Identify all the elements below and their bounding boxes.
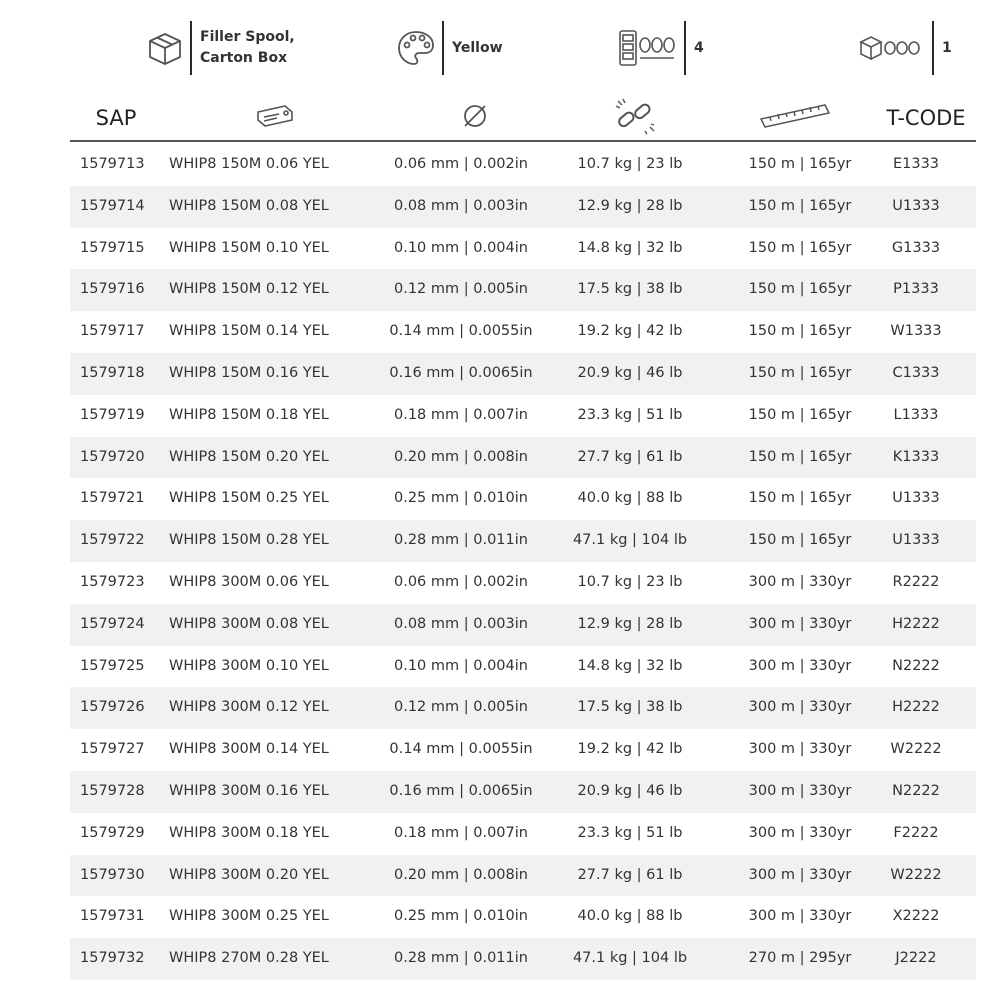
strength-cell: 10.7 kg | 23 lb	[577, 156, 683, 172]
description-cell: WHIP8 300M 0.08 YEL	[169, 615, 329, 632]
strength-cell: 14.8 kg | 32 lb	[577, 239, 683, 256]
tcode-cell: K1333	[892, 448, 940, 465]
table-row	[70, 604, 976, 646]
table-row	[70, 395, 976, 437]
description-cell: WHIP8 300M 0.25 YEL	[169, 908, 329, 925]
diameter-cell: 0.18 mm | 0.007in	[394, 824, 528, 841]
strength-cell: 40.0 kg | 88 lb	[577, 490, 683, 507]
tcode-cell: U1333	[892, 197, 940, 214]
master-pack-value: 1	[942, 39, 952, 56]
tcode-cell: U1333	[892, 490, 940, 507]
length-cell: 150 m | 165yr	[748, 156, 852, 172]
table-row	[70, 186, 976, 228]
box-icon	[146, 29, 184, 67]
strength-cell: 23.3 kg | 51 lb	[577, 406, 683, 423]
sap-cell: 1579721	[80, 490, 145, 507]
spec-divider	[442, 21, 444, 75]
inner-pack-value: 4	[694, 39, 704, 56]
strength-cell: 23.3 kg | 51 lb	[577, 824, 683, 841]
diameter-cell: 0.10 mm | 0.004in	[394, 239, 528, 256]
table-row	[70, 353, 976, 395]
length-cell: 150 m | 165yr	[748, 490, 852, 507]
strength-cell: 17.5 kg | 38 lb	[577, 699, 683, 716]
sap-cell: 1579720	[80, 448, 145, 465]
table-row	[70, 228, 976, 270]
tcode-cell: N2222	[892, 657, 940, 674]
tcode-cell: R2222	[892, 573, 940, 590]
strength-cell: 19.2 kg | 42 lb	[577, 323, 683, 340]
diameter-cell: 0.14 mm | 0.0055in	[389, 323, 533, 340]
diameter-cell: 0.25 mm | 0.010in	[394, 908, 528, 925]
strength-cell: 47.1 kg | 104 lb	[572, 532, 688, 549]
tcode-cell: U1333	[892, 532, 940, 549]
description-cell: WHIP8 300M 0.18 YEL	[169, 824, 329, 841]
description-cell: WHIP8 150M 0.12 YEL	[169, 281, 329, 298]
description-cell: WHIP8 150M 0.18 YEL	[169, 406, 329, 423]
header-tcode	[878, 96, 974, 140]
description-cell: WHIP8 150M 0.08 YEL	[169, 197, 329, 214]
sap-cell: 1579722	[80, 532, 145, 549]
strength-cell: 14.8 kg | 32 lb	[577, 657, 683, 674]
table-row	[70, 938, 976, 980]
length-cell: 150 m | 165yr	[748, 532, 852, 549]
sap-cell: 1579716	[80, 281, 145, 298]
sap-cell: 1579715	[80, 239, 145, 256]
tcode-cell: F2222	[893, 824, 939, 841]
table-header	[70, 96, 976, 142]
length-cell: 300 m | 330yr	[748, 908, 852, 925]
length-cell: 150 m | 165yr	[748, 448, 852, 465]
spec-divider	[932, 21, 934, 75]
tcode-cell: G1333	[891, 239, 941, 256]
sap-cell: 1579723	[80, 573, 145, 590]
diameter-cell: 0.10 mm | 0.004in	[394, 657, 528, 674]
table-row	[70, 646, 976, 688]
length-cell: 300 m | 330yr	[748, 782, 852, 799]
spec-color	[396, 20, 503, 76]
length-cell: 150 m | 165yr	[748, 406, 852, 423]
sap-cell: 1579713	[80, 156, 145, 172]
sap-cell: 1579730	[80, 866, 145, 883]
sap-cell: 1579732	[80, 950, 145, 967]
strength-cell: 19.2 kg | 42 lb	[577, 741, 683, 758]
header-diameter	[440, 96, 510, 140]
header-tcode-label: T-CODE	[886, 106, 966, 130]
diameter-cell: 0.18 mm | 0.007in	[394, 406, 528, 423]
description-cell: WHIP8 150M 0.20 YEL	[169, 448, 329, 465]
tcode-cell: H2222	[892, 699, 940, 716]
spec-divider	[190, 21, 192, 75]
diameter-cell: 0.16 mm | 0.0065in	[389, 364, 533, 381]
palette-icon	[396, 28, 436, 68]
length-cell: 300 m | 330yr	[748, 573, 852, 590]
tcode-cell: N2222	[892, 782, 940, 799]
tcode-cell: P1333	[893, 281, 939, 298]
table-row	[70, 520, 976, 562]
strength-cell: 20.9 kg | 46 lb	[577, 782, 683, 799]
length-cell: 150 m | 165yr	[748, 239, 852, 256]
description-cell: WHIP8 300M 0.12 YEL	[169, 699, 329, 716]
diameter-cell: 0.25 mm | 0.010in	[394, 490, 528, 507]
description-cell: WHIP8 300M 0.06 YEL	[169, 573, 329, 590]
sap-cell: 1579731	[80, 908, 145, 925]
strength-cell: 20.9 kg | 46 lb	[577, 364, 683, 381]
diameter-cell: 0.20 mm | 0.008in	[394, 448, 528, 465]
length-cell: 150 m | 165yr	[748, 323, 852, 340]
diameter-cell: 0.16 mm | 0.0065in	[389, 782, 533, 799]
strength-cell: 40.0 kg | 88 lb	[577, 908, 683, 925]
strength-cell: 12.9 kg | 28 lb	[577, 197, 683, 214]
diameter-cell: 0.08 mm | 0.003in	[394, 197, 528, 214]
spec-packaging	[146, 20, 295, 76]
table-row	[70, 144, 976, 186]
strength-cell: 12.9 kg | 28 lb	[577, 615, 683, 632]
table-row	[70, 478, 976, 520]
description-cell: WHIP8 300M 0.14 YEL	[169, 741, 329, 758]
spec-inner-pack	[618, 20, 704, 76]
diameter-cell: 0.28 mm | 0.011in	[394, 532, 528, 549]
description-cell: WHIP8 300M 0.10 YEL	[169, 657, 329, 674]
description-cell: WHIP8 150M 0.16 YEL	[169, 364, 329, 381]
spools-pack-icon	[618, 28, 678, 68]
tcode-cell: H2222	[892, 615, 940, 632]
length-cell: 300 m | 330yr	[748, 824, 852, 841]
table-body	[70, 144, 976, 980]
sap-cell: 1579728	[80, 782, 145, 799]
sap-cell: 1579717	[80, 323, 145, 340]
packaging-line-2: Carton Box	[200, 50, 288, 66]
description-cell: WHIP8 150M 0.14 YEL	[169, 323, 329, 340]
length-cell: 300 m | 330yr	[748, 657, 852, 674]
tcode-cell: X2222	[892, 908, 940, 925]
table-row	[70, 771, 976, 813]
description-cell: WHIP8 150M 0.06 YEL	[169, 156, 329, 172]
diameter-cell: 0.08 mm | 0.003in	[394, 615, 528, 632]
diameter-cell: 0.28 mm | 0.011in	[394, 950, 528, 967]
header-sap-label: SAP	[95, 106, 137, 130]
description-cell: WHIP8 300M 0.16 YEL	[169, 782, 329, 799]
length-cell: 150 m | 165yr	[748, 281, 852, 298]
description-cell: WHIP8 300M 0.20 YEL	[169, 866, 329, 883]
sap-cell: 1579727	[80, 741, 145, 758]
table-row	[70, 269, 976, 311]
sap-cell: 1579724	[80, 615, 145, 632]
tcode-cell: E1333	[892, 156, 940, 172]
packaging-line-1: Filler Spool,	[200, 29, 295, 45]
header-length	[750, 96, 840, 140]
carton-spools-icon	[858, 31, 926, 65]
header-sap	[70, 96, 162, 140]
description-cell: WHIP8 270M 0.28 YEL	[169, 950, 329, 967]
color-value: Yellow	[452, 39, 503, 56]
sap-cell: 1579719	[80, 406, 145, 423]
strength-cell: 27.7 kg | 61 lb	[577, 866, 683, 883]
ruler-icon	[759, 101, 831, 135]
description-cell: WHIP8 150M 0.28 YEL	[169, 532, 329, 549]
table-row	[70, 311, 976, 353]
tcode-cell: L1333	[893, 406, 939, 423]
diameter-cell: 0.20 mm | 0.008in	[394, 866, 528, 883]
length-cell: 300 m | 330yr	[748, 866, 852, 883]
description-cell: WHIP8 150M 0.25 YEL	[169, 490, 329, 507]
packaging-value	[200, 27, 295, 69]
length-cell: 300 m | 330yr	[748, 699, 852, 716]
length-cell: 300 m | 330yr	[748, 741, 852, 758]
table-row	[70, 437, 976, 479]
diameter-cell: 0.12 mm | 0.005in	[394, 699, 528, 716]
table-row	[70, 562, 976, 604]
tcode-cell: W2222	[890, 741, 942, 758]
sap-cell: 1579718	[80, 364, 145, 381]
tcode-cell: W1333	[890, 323, 942, 340]
sap-cell: 1579726	[80, 699, 145, 716]
table-row	[70, 855, 976, 897]
diameter-icon	[460, 101, 490, 135]
spec-divider	[684, 21, 686, 75]
tag-icon	[255, 103, 295, 133]
sap-cell: 1579714	[80, 197, 145, 214]
diameter-cell: 0.12 mm | 0.005in	[394, 281, 528, 298]
header-strength	[600, 96, 670, 140]
sap-cell: 1579729	[80, 824, 145, 841]
sap-cell: 1579725	[80, 657, 145, 674]
length-cell: 150 m | 165yr	[748, 364, 852, 381]
table-row	[70, 896, 976, 938]
diameter-cell: 0.14 mm | 0.0055in	[389, 741, 533, 758]
length-cell: 270 m | 295yr	[748, 950, 852, 967]
diameter-cell: 0.06 mm | 0.002in	[394, 573, 528, 590]
tcode-cell: C1333	[892, 364, 940, 381]
strength-cell: 17.5 kg | 38 lb	[577, 281, 683, 298]
table-row	[70, 729, 976, 771]
table-row	[70, 813, 976, 855]
table-row	[70, 687, 976, 729]
chain-link-icon	[614, 97, 656, 139]
tcode-cell: W2222	[890, 866, 942, 883]
tcode-cell: J2222	[895, 950, 937, 967]
strength-cell: 10.7 kg | 23 lb	[577, 573, 683, 590]
diameter-cell: 0.06 mm | 0.002in	[394, 156, 528, 172]
description-cell: WHIP8 150M 0.10 YEL	[169, 239, 329, 256]
strength-cell: 27.7 kg | 61 lb	[577, 448, 683, 465]
spec-master-pack	[858, 20, 952, 76]
header-description	[240, 96, 310, 140]
strength-cell: 47.1 kg | 104 lb	[572, 950, 688, 967]
length-cell: 150 m | 165yr	[748, 197, 852, 214]
length-cell: 300 m | 330yr	[748, 615, 852, 632]
